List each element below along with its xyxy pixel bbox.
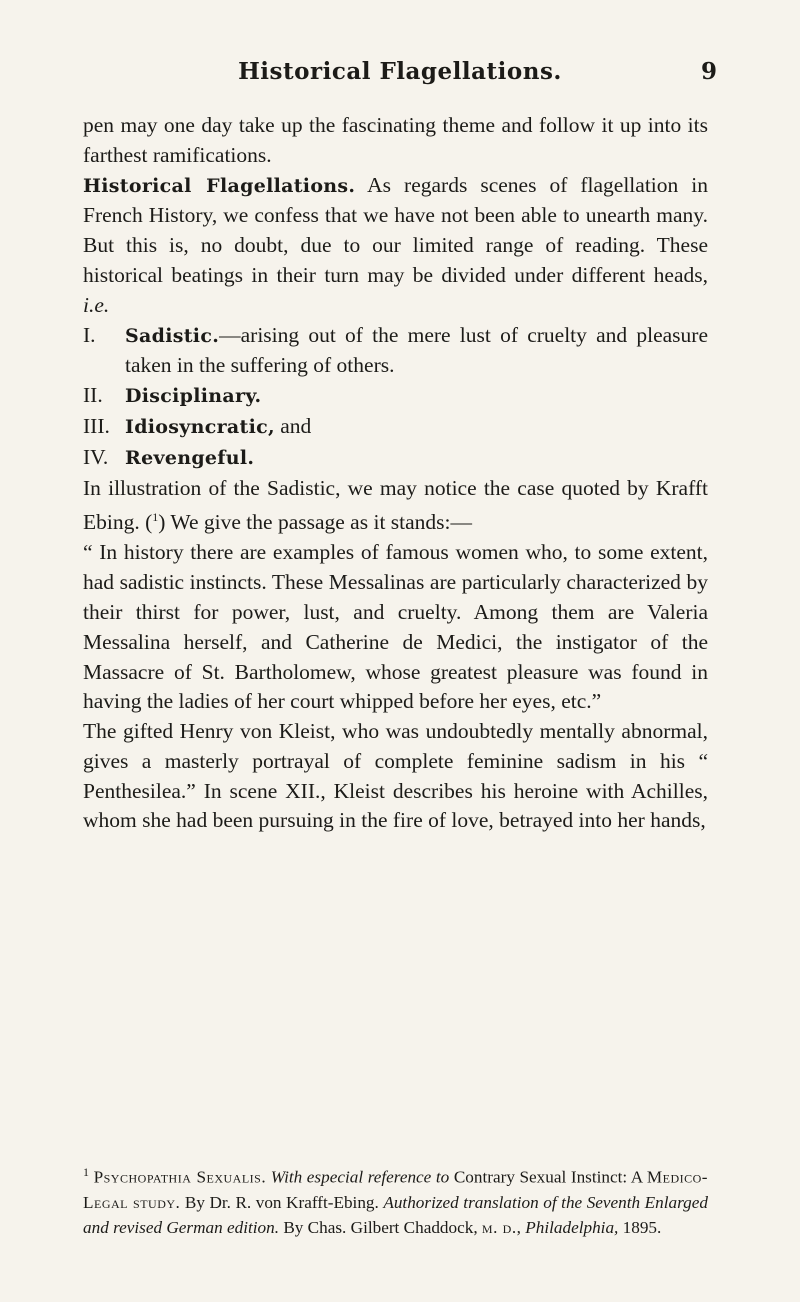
paragraph-text: As regards scenes of flagellation in French History, we confess that we have not been able to unearth many. But this is, no doubt, due to our limited range of reading. These historical beatings in their turn may be divided under different heads, [83,172,708,287]
list-term: Sadistic. [125,324,220,347]
list-term: Disciplinary. [125,385,262,408]
list-number: I. [83,322,96,347]
list-number: III. [83,413,110,438]
paragraph-text: ) We give the passage as it stands:— [158,510,473,535]
footnote-smallcaps: Medico-Legal study. [83,1167,709,1212]
running-head: Historical Flagellations. [238,58,562,85]
footnote-italic: Authorized translation of the Seventh Enlarged and revised German edition. [83,1192,709,1237]
page-number: 9 [700,58,717,85]
list-item [83,412,708,443]
paragraph-continuation: pen may one day take up the fascinating theme and follow it up into its farthest ramifications. [83,113,708,167]
list-desc: and [274,413,312,438]
list-number: IV. [83,444,109,469]
footnote-text: , [516,1217,526,1237]
paragraph-illustration [83,474,708,539]
body-text [83,111,708,836]
footnote-text: By Dr. R. von Krafft-Ebing. [180,1192,384,1212]
list-term: Idiosyncratic, [125,415,275,438]
footnote [83,1160,708,1240]
list-item [83,443,708,474]
list-number: II. [83,383,103,408]
category-list [83,321,708,474]
footnote-italic: Philadelphia, [525,1217,619,1237]
footnote-smallcaps: m. d. [481,1217,517,1237]
paragraph-text: In illustration of the Sadistic, we may notice the case quoted by Krafft Ebing. ( [83,475,708,535]
list-term: Revengeful. [125,446,255,469]
footnote-marker: 1 [83,1165,89,1179]
footnote-title: Psychopathia Sexualis. [93,1167,267,1187]
footnote-ref: 1 [152,510,159,525]
section-heading: Historical Flagellations. [83,174,356,197]
footnote-italic: With especial reference to [270,1167,450,1187]
list-desc: —arising out of the mere lust of cruelty and pleasure taken in the suffering of others. [125,322,708,378]
paragraph-historical [83,171,708,321]
list-item [83,321,708,382]
ie-abbrev: i.e. [83,292,110,317]
footnote-text: 1895. [618,1217,662,1237]
footnote-text: Contrary Sexual Instinct: A [449,1167,647,1187]
paragraph-kleist: The gifted Henry von Kleist, who was undoubtedly mentally abnormal, gives a masterly portrayal of complete feminine sadism in his “ Penthesilea.” In scene XII., Kleist describes his heroine with Achilles, whom she had been pursuing in the fire of love, betrayed into her hands, [83,719,708,833]
block-quote: “ In history there are examples of famous women who, to some extent, had sadistic instincts. These Messalinas are particularly characterized by their thirst for power, lust, and cruelty. Among them are Valeria Messalina herself, and Catherine de Medici, the instigator of the Massacre of St. Bartholomew, whose greatest pleasure was found in having the ladies of her court whipped before her eyes, etc.” [83,540,708,714]
list-item [83,381,708,412]
footnote-text: By Chas. Gilbert Chaddock, [279,1217,482,1237]
